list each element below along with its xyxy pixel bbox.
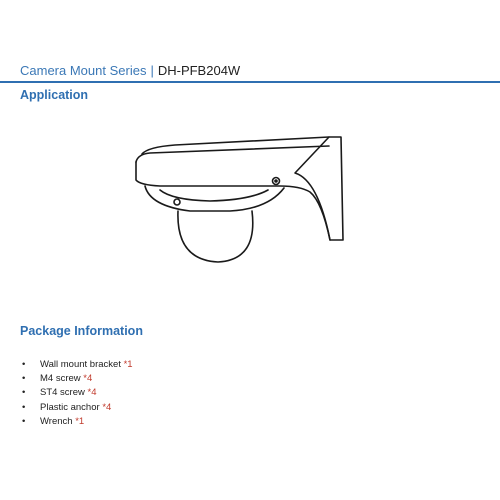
header-rule: [0, 81, 500, 83]
list-item: [22, 415, 133, 429]
header-separator: |: [150, 63, 154, 78]
item-quantity: *4: [102, 401, 112, 413]
camera-wall-mount-illustration: [100, 110, 400, 290]
list-item: [22, 358, 133, 372]
series-title: Camera Mount Series: [20, 63, 147, 78]
item-name: Wrench: [40, 415, 76, 427]
bullet: •: [22, 387, 26, 399]
package-list: [22, 358, 133, 429]
list-item: [22, 372, 133, 386]
bullet: •: [22, 415, 26, 427]
item-quantity: *1: [123, 359, 133, 370]
item-name: M4 screw: [40, 373, 84, 385]
application-heading: Application: [20, 88, 89, 102]
document-header: [20, 63, 240, 79]
item-name: Plastic anchor: [40, 401, 103, 413]
list-item: [22, 401, 133, 415]
item-name: ST4 screw: [40, 387, 88, 399]
bullet: •: [22, 359, 26, 370]
bullet: •: [22, 401, 26, 413]
package-information-heading: Package Information: [20, 324, 143, 338]
model-number: DH-PFB204W: [157, 63, 241, 78]
list-item: [22, 386, 133, 400]
item-quantity: *1: [75, 415, 85, 427]
item-name: Wall mount bracket: [40, 359, 124, 370]
bullet: •: [22, 373, 26, 385]
item-quantity: *4: [83, 373, 93, 385]
item-quantity: *4: [87, 387, 97, 399]
camera-wall-mount-icon: [100, 110, 400, 290]
